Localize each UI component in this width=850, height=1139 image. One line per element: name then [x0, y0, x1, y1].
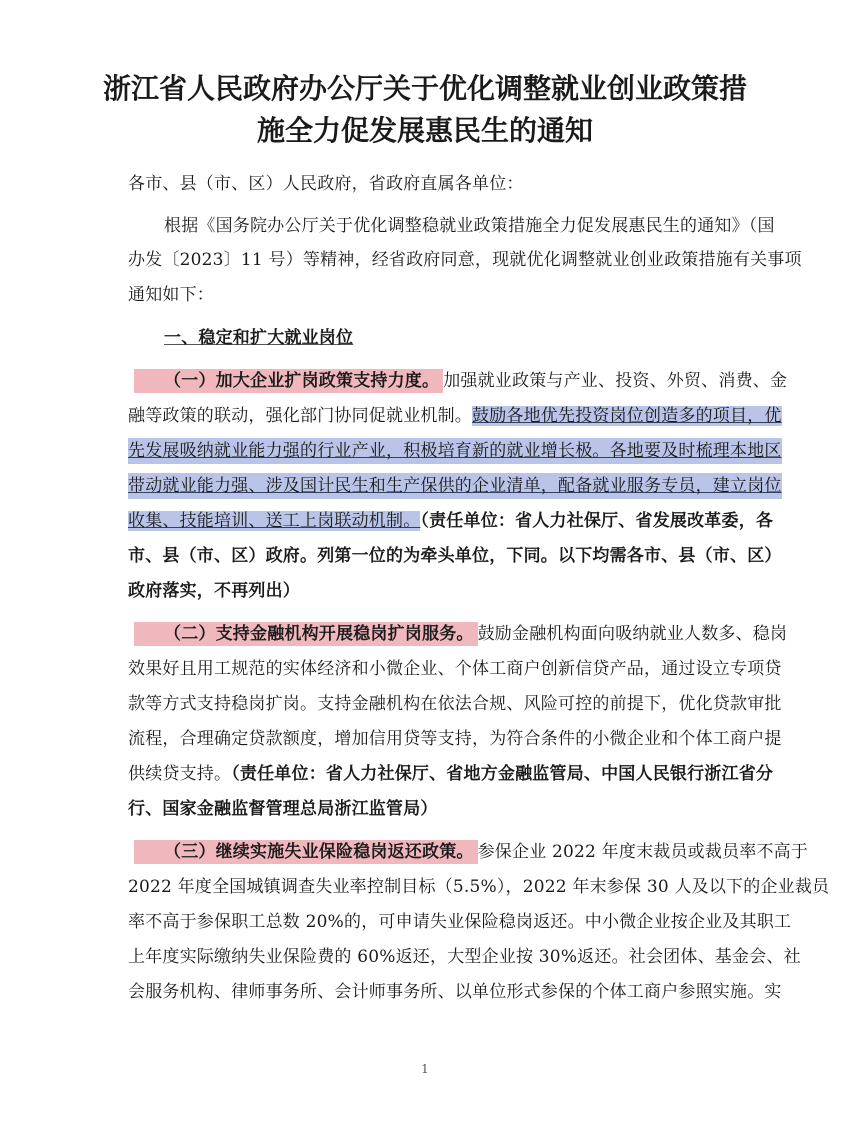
item1-line-6: 市、县（市、区）政府。列第一位的为牵头单位，下同。以下均需各市、县（市、区） [128, 546, 782, 566]
item3-line-4: 上年度实际缴纳失业保险费的 60%返还，大型企业按 30%返还。社会团体、基金会、社 [128, 947, 801, 967]
item2-line-4: 流程，合理确定贷款额度，增加信用贷等支持，为符合条件的小微企业和个体工商户提 [128, 729, 782, 749]
item2-line-1 [164, 622, 787, 646]
item2-line-2: 效果好且用工规范的实体经济和小微企业、个体工商户创新信贷产品，通过设立专项贷 [128, 659, 782, 679]
item1-responsibility-start: （责任单位：省人力社保厅、省发展改革委，各 [420, 511, 774, 531]
item1-line-2-plain: 融等政策的联动，强化部门协同促就业机制。 [128, 406, 472, 426]
item1-line-1-rest: 加强就业政策与产业、投资、外贸、消费、金 [443, 371, 788, 391]
section-heading-text: 一、稳定和扩大就业岗位 [164, 328, 354, 348]
item1-line-4 [128, 474, 782, 498]
item2-line-5-plain: 供续贷支持。 [128, 764, 232, 784]
title-line-1: 浙江省人民政府办公厅关于优化调整就业创业政策措 [102, 72, 747, 105]
item1-line-2 [128, 404, 782, 428]
intro-line-2: 办发〔2023〕11 号）等精神，经省政府同意，现就优化调整就业创业政策措施有关事项 [128, 250, 802, 270]
item1-heading: （一）加大企业扩岗政策支持力度。 [134, 369, 443, 393]
item3-line-1 [164, 840, 808, 864]
item3-line-1-rest: 参保企业 2022 年度末裁员或裁员率不高于 [477, 842, 809, 862]
item1-line-5 [128, 509, 773, 533]
item2-line-5 [128, 762, 773, 786]
salutation: 各市、县（市、区）人民政府，省政府直属各单位： [128, 174, 524, 194]
item1-line-3-highlight: 先发展吸纳就业能力强的行业产业，积极培育新的就业增长极。各地要及时梳理本地区 [128, 438, 782, 464]
item2-line-1-rest: 鼓励金融机构面向吸纳就业人数多、稳岗 [477, 624, 788, 644]
intro-line-3: 通知如下： [128, 285, 214, 305]
section-heading [164, 326, 353, 350]
item3-line-2: 2022 年度全国城镇调查失业率控制目标（5.5%），2022 年末参保 30 人及以下的企业裁员 [128, 877, 830, 897]
item1-line-4-highlight: 带动就业能力强、涉及国计民生和生产保供的企业清单，配备就业服务专员，建立岗位 [128, 473, 782, 499]
item1-line-2-highlight: 鼓励各地优先投资岗位创造多的项目，优 [472, 406, 782, 426]
item3-heading: （三）继续实施失业保险稳岗返还政策。 [134, 840, 478, 864]
item3-line-3: 率不高于参保职工总数 20%的，可申请失业保险稳岗返还。中小微企业按企业及其职工 [128, 912, 792, 932]
item2-heading: （二）支持金融机构开展稳岗扩岗服务。 [134, 622, 478, 646]
item1-line-3 [128, 439, 782, 463]
item3-line-5: 会服务机构、律师事务所、会计师事务所、以单位形式参保的个体工商户参照实施。实 [128, 982, 782, 1002]
page-number: 1 [421, 1062, 429, 1076]
item2-responsibility-start: （责任单位：省人力社保厅、省地方金融监管局、中国人民银行浙江省分 [231, 764, 774, 784]
item1-line-1 [164, 369, 787, 393]
intro-line-1: 根据《国务院办公厅关于优化调整稳就业政策措施全力促发展惠民生的通知》（国 [164, 216, 775, 236]
item2-line-6: 行、国家金融监督管理总局浙江监管局） [128, 799, 438, 819]
item1-line-7: 政府落实，不再列出） [128, 581, 300, 601]
item1-line-5-highlight: 收集、技能培训、送工上岗联动机制。 [128, 511, 421, 531]
title-line-2: 施全力促发展惠民生的通知 [256, 114, 593, 147]
item2-line-3: 款等方式支持稳岗扩岗。支持金融机构在依法合规、风险可控的前提下，优化贷款审批 [128, 694, 782, 714]
